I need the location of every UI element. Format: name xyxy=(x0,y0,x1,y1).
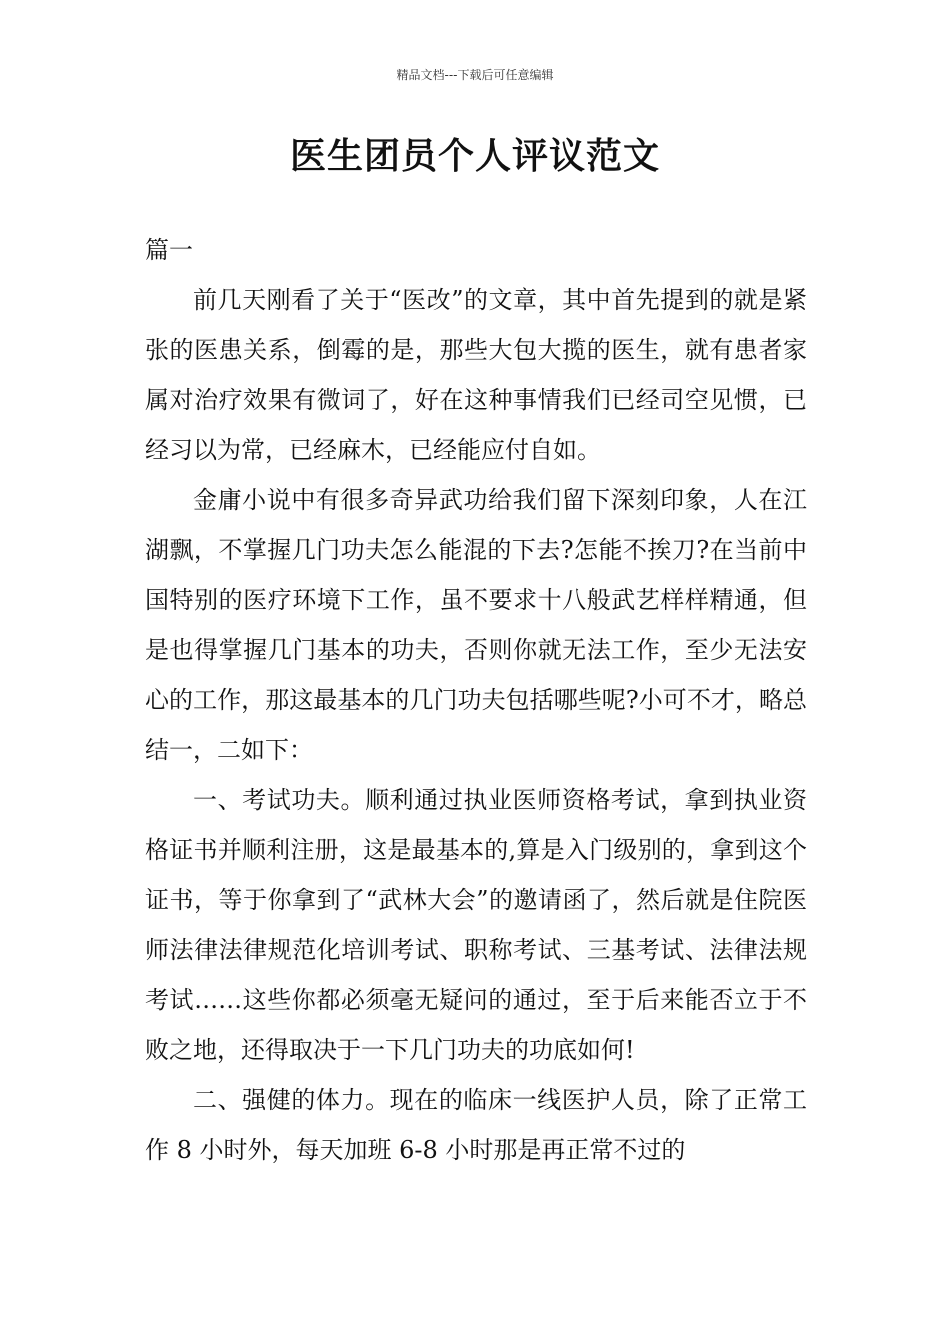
header-note: 精品文档---下载后可任意编辑 xyxy=(396,68,554,82)
paragraph-3: 一、考试功夫。顺利通过执业医师资格考试，拿到执业资格证书并顺利注册，这是最基本的,算是入门级别的，拿到这个证书，等于你拿到了“武林大会”的邀请函了，然后就是住院医师法律法律规范化培训考试、职称考试、三基考试、法律法规考试……这些你都必须毫无疑问的通过，至于后来能否立于不败之地，还得取决于一下几门功夫的功底如何! xyxy=(145,786,807,1064)
section-label: 篇一 xyxy=(145,236,193,264)
paragraph-2: 金庸小说中有很多奇异武功给我们留下深刻印象，人在江湖飘，不掌握几门功夫怎么能混的下去?怎能不挨刀?在当前中国特别的医疗环境下工作，虽不要求十八般武艺样样精通，但是也得掌握几门基本的功夫，否则你就无法工作，至少无法安心的工作，那这最基本的几门功夫包括哪些呢?小可不才，略总结一，二如下： xyxy=(145,486,807,764)
paragraph-1: 前几天刚看了关于“医改”的文章，其中首先提到的就是紧张的医患关系，倒霉的是，那些大包大揽的医生，就有患者家属对治疗效果有微词了，好在这种事情我们已经司空见惯，已经习以为常，已经麻木，已经能应付自如。 xyxy=(145,286,807,464)
document-body xyxy=(145,225,807,1175)
document-title: 医生团员个人评议范文 xyxy=(289,136,660,177)
paragraph-4: 二、强健的体力。现在的临床一线医护人员，除了正常工作 8 小时外，每天加班 6-8 小时那是再正常不过的 xyxy=(145,1086,807,1164)
